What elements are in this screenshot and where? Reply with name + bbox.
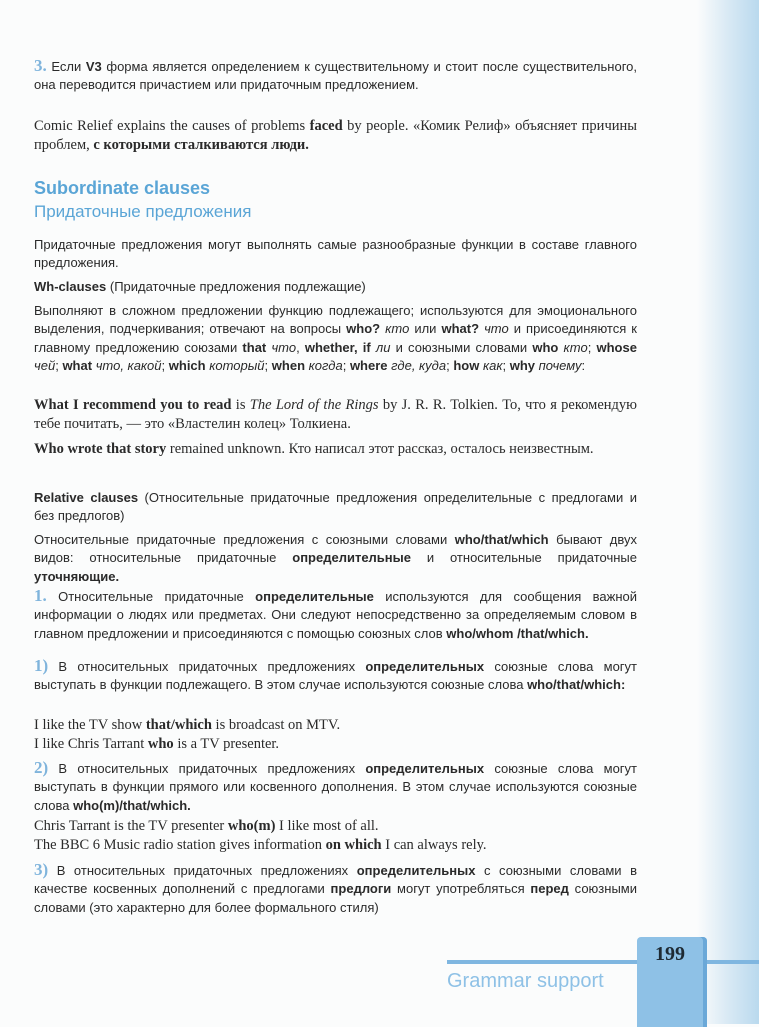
text-run: ; bbox=[161, 357, 169, 373]
text-run: by J. R. R. Tolkien. То, что я рекомендую тебе почитать, — это «Властелин колец» Толкиена. bbox=[34, 397, 637, 432]
bold-text: who/that/which bbox=[454, 532, 549, 547]
text-run: I like the TV show bbox=[34, 717, 146, 733]
text-paragraph bbox=[34, 489, 637, 526]
bold-text: who bbox=[147, 736, 174, 752]
bold-text: определительных bbox=[365, 659, 485, 674]
example-paragraph bbox=[34, 440, 637, 459]
text-run: ; bbox=[446, 357, 454, 373]
bold-text: on which bbox=[325, 837, 382, 853]
footer-rule-right bbox=[707, 960, 759, 964]
bold-text: определительных bbox=[365, 761, 485, 776]
text-run: союзными словами (это характерно для более формального стиля) bbox=[34, 881, 637, 915]
italic-text: как bbox=[482, 357, 503, 373]
item-number: 1) bbox=[34, 656, 49, 675]
text-run: форма является определением к существительному и стоит после существительного, она переводится причастием или придаточным предложением. bbox=[34, 59, 637, 93]
text-run: и союзными словами bbox=[390, 339, 533, 355]
bold-text: Wh-clauses bbox=[34, 279, 107, 294]
text-run: В относительных придаточных предложениях bbox=[48, 659, 366, 674]
text-run: Относительные придаточные bbox=[46, 589, 256, 604]
bold-text: определительных bbox=[356, 863, 476, 878]
text-run: В относительных придаточных предложениях bbox=[48, 863, 357, 878]
text-paragraph bbox=[34, 57, 637, 95]
bold-text: who bbox=[532, 339, 559, 355]
text-paragraph bbox=[34, 278, 637, 296]
text-run: I can always rely. bbox=[381, 837, 487, 853]
bold-text: предлоги bbox=[330, 881, 392, 897]
footer-rule bbox=[447, 960, 637, 964]
italic-text: когда bbox=[308, 357, 343, 373]
bold-text: who(m)/that/which. bbox=[73, 797, 191, 813]
text-run: Если bbox=[46, 59, 86, 74]
bold-text: What I recommend you to read bbox=[34, 397, 232, 413]
bold-text: what bbox=[62, 357, 93, 373]
bold-text: how bbox=[453, 357, 480, 373]
text-run: могут употребляться bbox=[391, 881, 531, 897]
page-number: 199 bbox=[655, 943, 685, 965]
text-run: ; bbox=[55, 357, 63, 373]
italic-text: почему bbox=[538, 357, 582, 373]
bold-text: who? bbox=[346, 321, 381, 337]
bold-text: who/that/which: bbox=[527, 677, 626, 693]
text-run: : bbox=[581, 357, 586, 373]
italic-text: кто bbox=[385, 321, 410, 337]
bold-text: whose bbox=[596, 339, 637, 355]
item-number: 1. bbox=[34, 586, 47, 605]
bold-text: which bbox=[168, 357, 206, 373]
text-run: , bbox=[296, 339, 305, 355]
text-run: Comic Relief explains the causes of problems bbox=[34, 118, 310, 134]
bold-text: why bbox=[509, 357, 536, 373]
italic-text: чей bbox=[34, 357, 56, 373]
bold-text: where bbox=[349, 357, 388, 373]
text-run: I like Chris Tarrant bbox=[34, 736, 148, 752]
example-paragraph bbox=[34, 396, 637, 434]
text-run: бывают двух видов: относительные придаточные bbox=[34, 532, 637, 566]
bold-text: определительные bbox=[255, 589, 374, 604]
bold-text: с которыми сталкиваются люди. bbox=[93, 137, 309, 153]
italic-text: The Lord of the Rings bbox=[249, 397, 379, 413]
text-paragraph bbox=[34, 302, 637, 375]
example-paragraph bbox=[34, 716, 637, 754]
text-run: союзные слова могут выступать в функции прямого или косвенного дополнения. В этом случае используются союзные слова bbox=[34, 761, 637, 813]
italic-text: что bbox=[484, 321, 509, 337]
bold-text: перед bbox=[530, 881, 569, 897]
text-run: ; bbox=[587, 339, 597, 355]
italic-text: ли bbox=[375, 339, 391, 355]
text-run: I like most of all. bbox=[275, 818, 379, 834]
bold-text: whether, if bbox=[304, 339, 371, 355]
bold-text: that/which bbox=[145, 717, 212, 733]
text-paragraph bbox=[34, 236, 637, 273]
italic-text: где, куда bbox=[391, 357, 447, 373]
page-edge-decoration bbox=[697, 0, 759, 1024]
bold-text: Relative clauses bbox=[34, 490, 139, 505]
text-paragraph bbox=[34, 759, 637, 815]
section-heading-english: Subordinate clauses bbox=[34, 178, 211, 198]
bold-text: Who wrote that story bbox=[34, 441, 167, 457]
bold-text: уточняющие. bbox=[34, 568, 120, 584]
bold-text: when bbox=[271, 357, 306, 373]
text-run: В относительных придаточных предложениях bbox=[48, 761, 366, 776]
text-run: by people. «Комик Релиф» объясняет причины проблем, bbox=[34, 118, 638, 153]
bold-text: who(m) bbox=[227, 818, 276, 834]
bold-text: that bbox=[242, 339, 267, 355]
text-run: используются для сообщения важной информации о людях или предметах. Они следуют непосредственно за определяемым словом в главном предложении и присоединяются с помощью союзных слов bbox=[34, 589, 637, 641]
bold-text: V3 bbox=[85, 59, 102, 74]
bold-text: faced bbox=[309, 118, 343, 134]
item-number: 2) bbox=[34, 758, 49, 777]
text-paragraph bbox=[34, 657, 637, 695]
bold-text: определительные bbox=[292, 550, 411, 566]
example-paragraph bbox=[34, 117, 637, 155]
text-run: Придаточные предложения могут выполнять самые разнообразные функции в составе главного предложения. bbox=[34, 237, 637, 271]
example-paragraph bbox=[34, 817, 637, 855]
text-run: is bbox=[231, 397, 250, 413]
text-run: или bbox=[409, 321, 442, 337]
text-paragraph bbox=[34, 861, 637, 917]
text-run: ; bbox=[502, 357, 510, 373]
text-run: The BBC 6 Music radio station gives information bbox=[34, 837, 326, 853]
text-paragraph bbox=[34, 587, 637, 643]
italic-text: что bbox=[271, 339, 297, 355]
bold-text: what? bbox=[441, 321, 480, 337]
section-heading-russian: Придаточные предложения bbox=[34, 202, 252, 221]
italic-text: кто bbox=[563, 339, 588, 355]
text-run: и присоединяются к главному предложению союзами bbox=[34, 321, 637, 355]
italic-text: что, какой bbox=[95, 357, 162, 373]
section-footer-label: Grammar support bbox=[447, 970, 604, 992]
text-run: и относительные придаточные bbox=[410, 550, 637, 566]
text-run: (Придаточные предложения подлежащие) bbox=[106, 279, 366, 294]
text-paragraph bbox=[34, 531, 637, 586]
text-run: ; bbox=[342, 357, 350, 373]
text-run: с союзными словами в качестве косвенных дополнений с предлогами bbox=[34, 863, 637, 897]
text-run: Chris Tarrant is the TV presenter bbox=[34, 818, 228, 834]
text-run: is a TV presenter. bbox=[173, 736, 280, 752]
bold-text: who/whom /that/which. bbox=[446, 625, 589, 641]
italic-text: который bbox=[209, 357, 265, 373]
text-run: is broadcast on MTV. bbox=[211, 717, 341, 733]
text-run: союзные слова могут выступать в функции подлежащего. В этом случае используются союзные слова bbox=[34, 659, 637, 693]
text-run: Выполняют в сложном предложении функцию подлежащего; используются для эмоционального выделения, подчеркивания; отвечают на вопросы bbox=[34, 303, 637, 337]
text-run: Относительные придаточные предложения с союзными словами bbox=[34, 532, 455, 547]
item-number: 3. bbox=[34, 56, 47, 75]
item-number: 3) bbox=[34, 860, 49, 879]
text-run: remained unknown. Кто написал этот рассказ, осталось неизвестным. bbox=[166, 441, 594, 457]
text-run: ; bbox=[264, 357, 272, 373]
text-run: (Относительные придаточные предложения определительные с предлогами и без предлогов) bbox=[34, 490, 637, 524]
page-number-tab bbox=[637, 937, 707, 1027]
